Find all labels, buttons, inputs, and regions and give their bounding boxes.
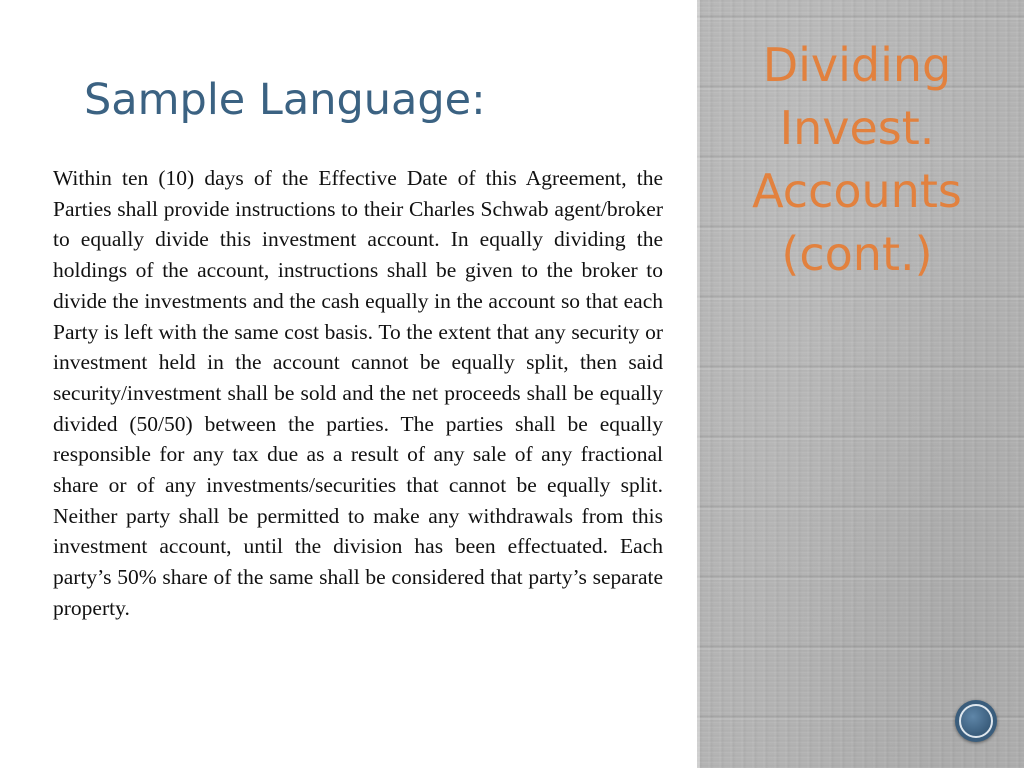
side-title-line-3: Accounts xyxy=(752,164,962,218)
side-title-line-1: Dividing xyxy=(762,38,952,92)
circle-nav-icon xyxy=(959,704,993,738)
slide-heading: Sample Language: xyxy=(84,75,486,125)
side-title-line-2: Invest. xyxy=(779,101,935,155)
side-title-line-4: (cont.) xyxy=(781,227,933,281)
side-title xyxy=(697,34,1017,286)
sample-language-paragraph: Within ten (10) days of the Effective Date of this Agreement, the Parties shall provide instructions to their Charles Schwab agent/broker to equally divide this investment account. In equally dividing the holdings of the account, instructions shall be given to the broker to divide the investments and the cash equally in the account so that each Party is left with the same cost basis. To the extent that any security or investment held in the account cannot be equally split, then said security/investment shall be sold and the net proceeds shall be equally divided (50/50) between the parties. The parties shall be equally responsible for any tax due as a result of any sale of any fractional share or of any investments/securities that cannot be equally split. Neither party shall be permitted to make any withdrawals from this investment account, until the division has been effectuated. Each party’s 50% share of the same shall be considered that party’s separate property. xyxy=(53,166,663,620)
side-title-panel xyxy=(697,0,1024,768)
slide-nav-button[interactable] xyxy=(955,700,997,742)
